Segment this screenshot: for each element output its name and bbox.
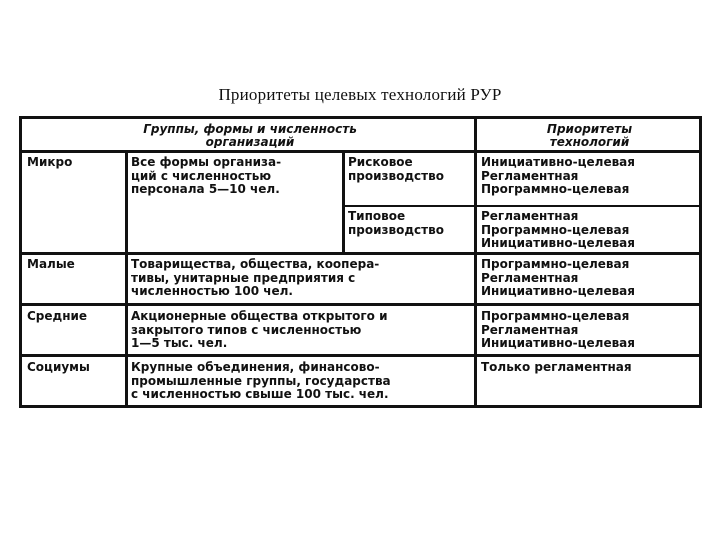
group-micro: Микро bbox=[27, 156, 73, 169]
slide-title: Приоритеты целевых технологий РУР bbox=[218, 85, 502, 104]
row-divider-socium bbox=[19, 354, 702, 357]
col-divider-1 bbox=[125, 150, 128, 408]
row-divider-medium bbox=[19, 303, 702, 306]
col-divider-micro bbox=[342, 150, 345, 252]
header-priorities: Приоритеты технологий bbox=[546, 123, 633, 148]
group-medium: Средние bbox=[27, 310, 88, 323]
col-divider-2 bbox=[474, 119, 477, 408]
forms-small: Товарищества, общества, коопера- тивы, унитарные предприятия с численностью 100 чел. bbox=[131, 258, 380, 298]
forms-socium: Крупные объединения, финансово- промышленные группы, государства с численностью свыше 100 тыс. чел. bbox=[131, 361, 391, 401]
priorities-micro-typical: Регламентная Программно-целевая Инициативно-целевая bbox=[481, 210, 635, 250]
priorities-socium: Только регламентная bbox=[481, 361, 632, 374]
forms-micro: Все формы организа- ций с численностью персонала 5—10 чел. bbox=[131, 156, 282, 196]
priorities-micro-risk: Инициативно-целевая Регламентная Программно-целевая bbox=[481, 156, 635, 196]
header-groups: Группы, формы и численность организаций bbox=[143, 123, 357, 148]
micro-sub-divider bbox=[342, 205, 702, 207]
group-small: Малые bbox=[27, 258, 75, 271]
production-typical: Типовое производство bbox=[348, 210, 444, 237]
group-socium: Социумы bbox=[27, 361, 90, 374]
priorities-small: Программно-целевая Регламентная Инициативно-целевая bbox=[481, 258, 635, 298]
forms-medium: Акционерные общества открытого и закрытого типов с численностью 1—5 тыс. чел. bbox=[131, 310, 388, 350]
priorities-table bbox=[19, 116, 702, 408]
priorities-medium: Программно-целевая Регламентная Инициативно-целевая bbox=[481, 310, 635, 350]
production-risk: Рисковое производство bbox=[348, 156, 444, 183]
row-divider-small bbox=[19, 252, 702, 255]
header-divider bbox=[19, 150, 702, 153]
